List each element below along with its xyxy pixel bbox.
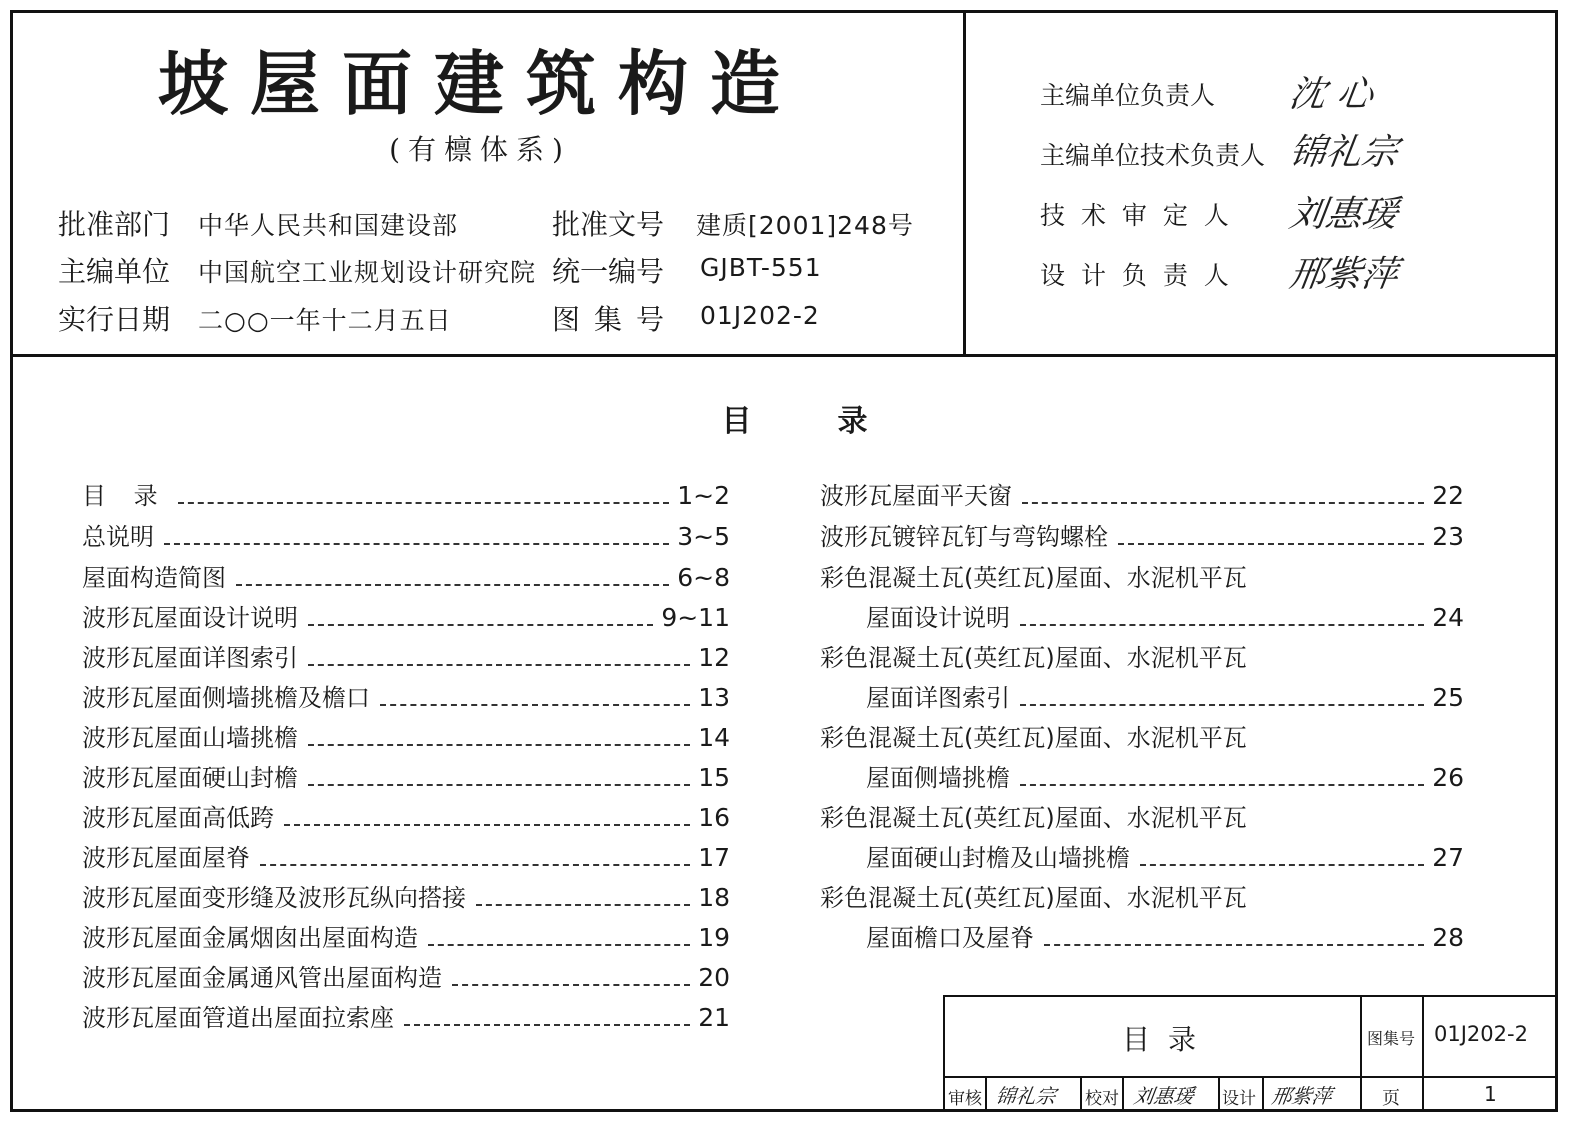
toc-heading: 目录 <box>721 404 954 439</box>
toc-entry-label: 目 录 <box>82 482 168 510</box>
toc-entry[interactable] <box>82 998 730 1034</box>
toc-entry-label: 波形瓦屋面设计说明 <box>82 604 298 632</box>
header-vertical-divider <box>963 10 966 356</box>
unified-code-label: 统一编号 <box>552 255 665 288</box>
toc-entry[interactable] <box>866 598 1464 634</box>
toc-entry-label: 波形瓦屋面高低跨 <box>82 804 274 832</box>
toc-entry-prefix: 彩色混凝土瓦(英红瓦)屋面、水泥机平瓦 <box>820 644 1247 672</box>
toc-entry[interactable] <box>866 678 1464 714</box>
toc-entry[interactable] <box>820 517 1464 553</box>
toc-entry-label: 屋面构造简图 <box>82 564 226 592</box>
responsible-signature: 邢紫萍 <box>1286 254 1401 295</box>
toc-entry[interactable] <box>82 598 730 634</box>
toc-entry-page: 25 <box>1432 683 1464 712</box>
title-block-col-divider <box>1080 1076 1082 1112</box>
toc-entry-page: 28 <box>1432 923 1464 952</box>
toc-entry[interactable] <box>82 718 730 754</box>
atlas-value: 01J202-2 <box>1434 1022 1528 1046</box>
leader-line <box>284 824 690 826</box>
toc-entry-page: 16 <box>698 803 730 832</box>
leader-line <box>1118 543 1424 545</box>
toc-entry[interactable] <box>866 838 1464 874</box>
toc-entry-page: 14 <box>698 723 730 752</box>
approval-doc: 建质[2001]248号 <box>696 211 914 240</box>
leader-line <box>452 984 690 986</box>
responsible-signature: 沈 心 <box>1286 74 1376 115</box>
title-block-title: 目录 <box>1122 1023 1215 1056</box>
toc-entry[interactable] <box>82 517 730 553</box>
responsible-role: 技 术 审 定 人 <box>1040 201 1233 230</box>
approval-dept-label: 批准部门 <box>58 208 171 241</box>
leader-line <box>1020 784 1424 786</box>
toc-entry-label: 波形瓦屋面金属烟囱出屋面构造 <box>82 924 418 952</box>
toc-entry-label: 波形瓦屋面管道出屋面拉索座 <box>82 1004 394 1032</box>
toc-entry-label: 波形瓦屋面硬山封檐 <box>82 764 298 792</box>
effective-date: 二○○一年十二月五日 <box>198 306 452 335</box>
document-subtitle: (有檩体系) <box>389 133 571 166</box>
leader-line <box>1044 944 1424 946</box>
toc-entry-page: 18 <box>698 883 730 912</box>
toc-entry-page: 22 <box>1432 481 1464 510</box>
toc-entry-prefix: 彩色混凝土瓦(英红瓦)屋面、水泥机平瓦 <box>820 724 1247 752</box>
page-value: 1 <box>1484 1082 1497 1106</box>
toc-entry-page: 9~11 <box>661 603 730 632</box>
leader-line <box>308 664 690 666</box>
toc-entry-label: 波形瓦屋面金属通风管出屋面构造 <box>82 964 442 992</box>
design-label: 设计 <box>1222 1089 1256 1109</box>
toc-entry[interactable] <box>866 918 1464 954</box>
toc-entry[interactable] <box>82 758 730 794</box>
toc-entry-label: 屋面侧墙挑檐 <box>866 764 1010 792</box>
editor-unit-label: 主编单位 <box>58 255 171 288</box>
toc-entry-label: 波形瓦屋面侧墙挑檐及檐口 <box>82 684 370 712</box>
toc-entry-label: 总说明 <box>82 523 154 551</box>
toc-entry[interactable] <box>82 678 730 714</box>
review-label: 审核 <box>948 1089 982 1109</box>
editor-unit: 中国航空工业规划设计研究院 <box>198 258 537 287</box>
leader-line <box>380 704 690 706</box>
toc-entry-page: 27 <box>1432 843 1464 872</box>
responsible-signature: 锦礼宗 <box>1286 132 1401 173</box>
title-block-col-divider <box>1360 995 1362 1112</box>
toc-entry-page: 3~5 <box>677 522 730 551</box>
toc-entry[interactable] <box>866 758 1464 794</box>
toc-entry-page: 26 <box>1432 763 1464 792</box>
toc-entry[interactable] <box>82 798 730 834</box>
toc-entry-label: 屋面设计说明 <box>866 604 1010 632</box>
toc-entry-page: 21 <box>698 1003 730 1032</box>
leader-line <box>1140 864 1424 866</box>
toc-entry-page: 17 <box>698 843 730 872</box>
unified-code: GJBT-551 <box>700 253 822 282</box>
leader-line <box>260 864 690 866</box>
toc-entry-prefix: 彩色混凝土瓦(英红瓦)屋面、水泥机平瓦 <box>820 564 1247 592</box>
atlas-no: 01J202-2 <box>700 301 820 330</box>
effective-date-label: 实行日期 <box>58 303 171 336</box>
toc-entry-page: 15 <box>698 763 730 792</box>
toc-entry-label: 屋面檐口及屋脊 <box>866 924 1034 952</box>
toc-entry-page: 1~2 <box>677 481 730 510</box>
toc-entry-label: 屋面硬山封檐及山墙挑檐 <box>866 844 1130 872</box>
title-block-col-divider <box>985 1076 987 1112</box>
approval-dept: 中华人民共和国建设部 <box>198 211 459 240</box>
check-signature: 刘惠瑗 <box>1132 1084 1196 1108</box>
toc-entry-page: 20 <box>698 963 730 992</box>
toc-entry-label: 波形瓦屋面山墙挑檐 <box>82 724 298 752</box>
leader-line <box>428 944 690 946</box>
toc-entry-label: 屋面详图索引 <box>866 684 1010 712</box>
leader-line <box>236 584 669 586</box>
title-block-col-divider <box>1422 995 1424 1112</box>
title-block-row-divider <box>943 1076 1558 1078</box>
toc-entry-prefix: 彩色混凝土瓦(英红瓦)屋面、水泥机平瓦 <box>820 804 1247 832</box>
toc-entry[interactable] <box>82 558 730 594</box>
toc-entry-page: 19 <box>698 923 730 952</box>
toc-entry[interactable] <box>82 878 730 914</box>
page-label: 页 <box>1382 1088 1400 1109</box>
leader-line <box>308 744 690 746</box>
toc-entry-page: 23 <box>1432 522 1464 551</box>
check-label: 校对 <box>1085 1089 1119 1109</box>
leader-line <box>308 784 690 786</box>
toc-entry-label: 波形瓦镀锌瓦钉与弯钩螺栓 <box>820 523 1108 551</box>
toc-entry-page: 6~8 <box>677 563 730 592</box>
leader-line <box>164 543 669 545</box>
toc-entry-page: 13 <box>698 683 730 712</box>
responsible-role: 设 计 负 责 人 <box>1040 261 1233 290</box>
responsible-role: 主编单位负责人 <box>1040 81 1216 110</box>
leader-line <box>404 1024 690 1026</box>
leader-line <box>476 904 690 906</box>
approval-doc-label: 批准文号 <box>552 208 665 241</box>
atlas-no-label: 图集号 <box>552 303 679 336</box>
design-signature: 邢紫萍 <box>1270 1084 1334 1108</box>
toc-entry-label: 波形瓦屋面变形缝及波形瓦纵向搭接 <box>82 884 466 912</box>
toc-entry[interactable] <box>82 958 730 994</box>
toc-entry-page: 12 <box>698 643 730 672</box>
leader-line <box>308 624 653 626</box>
leader-line <box>178 502 670 504</box>
toc-entry-page: 24 <box>1432 603 1464 632</box>
toc-entry-label: 波形瓦屋面屋脊 <box>82 844 250 872</box>
toc-entry[interactable] <box>82 838 730 874</box>
leader-line <box>1020 704 1424 706</box>
leader-line <box>1022 502 1424 504</box>
review-signature: 锦礼宗 <box>994 1084 1058 1108</box>
toc-entry-label: 波形瓦屋面平天窗 <box>820 482 1012 510</box>
toc-entry-prefix: 彩色混凝土瓦(英红瓦)屋面、水泥机平瓦 <box>820 884 1247 912</box>
toc-entry-label: 波形瓦屋面详图索引 <box>82 644 298 672</box>
title-block-col-divider <box>1262 1076 1264 1112</box>
header-divider <box>10 354 1558 357</box>
toc-entry[interactable] <box>82 638 730 674</box>
title-block-col-divider <box>1218 1076 1220 1112</box>
atlas-label: 图集号 <box>1367 1029 1416 1048</box>
document-title: 坡屋面建筑构造 <box>158 43 802 125</box>
toc-entry[interactable] <box>82 918 730 954</box>
responsible-role: 主编单位技术负责人 <box>1040 141 1266 170</box>
title-block-col-divider <box>1122 1076 1124 1112</box>
responsible-signature: 刘惠瑗 <box>1286 194 1401 235</box>
leader-line <box>1020 624 1424 626</box>
toc-entry[interactable] <box>820 476 1464 512</box>
toc-entry[interactable] <box>82 476 730 512</box>
